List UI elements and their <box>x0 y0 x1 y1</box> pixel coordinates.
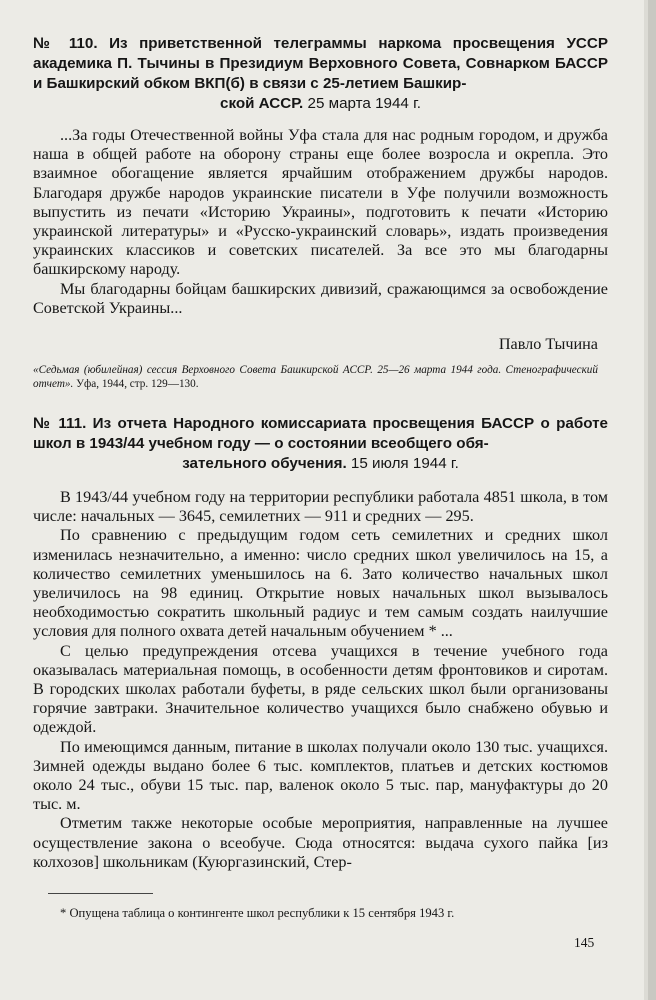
doc111-paragraph-2: По сравнению с предыдущим годом сеть семилетних и средних школ изменилась незначительно, а именно: число средних школ увеличилось на 15, а количество семилетних уменьшилось на 6. Зато количество начальных школ увеличилось на 98 единиц. Открытие новых начальных школ вызывалось необходимостью сократить школьный радиус и тем самым создать наилучшие условия для полного охвата детей начальным обучением * ... <box>33 526 608 641</box>
doc110-body <box>33 126 608 318</box>
page-number: 145 <box>574 935 595 950</box>
doc111-paragraph-5: Отметим также некоторые особые мероприятия, направленные на лучшее осуществление закона о всеобуче. Сюда относятся: выдача сухого пайка [из колхозов] школьникам (Куюргазинский, Стер- <box>33 814 608 871</box>
doc110-source-title: «Седьмая (юбилейная) сессия Верховного Совета Башкирской АССР. 25—26 марта 1944 года. Стенографический отчет». <box>33 364 598 390</box>
doc111-heading <box>33 414 608 474</box>
doc110-paragraph-2: Мы благодарны бойцам башкирских дивизий, сражающимся за освобождение Советской Украины... <box>33 279 608 317</box>
doc110-source <box>33 363 598 391</box>
page-edge <box>648 0 656 1000</box>
doc110-heading-text: № 110. Из приветственной телеграммы наркома просвещения УССР академика П. Тычины в Президиум Верховного Совета, Совнарком БАССР и Башкирский обком ВКП(б) в связи с 25-летием Башкир- <box>33 35 608 92</box>
doc110-date: 25 марта 1944 г. <box>307 95 421 112</box>
doc110-heading <box>33 34 608 114</box>
doc110-signature: Павло Тычина <box>498 335 598 353</box>
doc111-heading-end: зательного обучения. <box>182 455 347 472</box>
doc111-heading-text: № 111. Из отчета Народного комиссариата просвещения БАССР о работе школ в 1943/44 учебном году — о состоянии всеобщего обя- <box>33 415 608 452</box>
doc111-date: 15 июля 1944 г. <box>350 455 459 472</box>
doc110-heading-last-line <box>33 94 608 114</box>
doc111-paragraph-3: С целью предупреждения отсева учащихся в течение учебного года оказывалась материальная помощь, в особенности детям фронтовиков и сиротам. В городских школах работали буфеты, в ряде сельских школ были организованы горячие завтраки. Значительное количество учащихся было снабжено обувью и одеждой. <box>33 641 608 737</box>
doc110-paragraph-1: ...За годы Отечественной войны Уфа стала для нас родным городом, и дружба наша в общей работе на оборону страны еще более возросла и окрепла. Это взаимное обогащение является ярчайшим отображением дружбы народов. Благодаря дружбе народов украинские писатели в Уфе получили возможность выпустить из печати «Историю Украины», подготовить к печати «Историю украинской литературы» и «Русско-украинский словарь», издать произведения украинских классиков и советских писателей. За все это мы благодарны башкирскому народу. <box>33 126 608 279</box>
doc111-body <box>33 488 608 872</box>
doc110-source-imprint: Уфа, 1944, стр. 129—130. <box>76 378 199 390</box>
doc111-paragraph-1: В 1943/44 учебном году на территории республики работала 4851 школа, в том числе: начальных — 3645, семилетних — 911 и средних — 295. <box>33 488 608 526</box>
doc111-paragraph-4: По имеющимся данным, питание в школах получали около 130 тыс. учащихся. Зимней одежды выдано более 6 тыс. комплектов, платьев и детских костюмов около 24 тыс., обуви 15 тыс. пар, валенок около 5 тыс. пар, мануфактуры до 20 тыс. м. <box>33 737 608 814</box>
doc111-heading-last-line <box>33 454 608 474</box>
doc111-footnote: * Опущена таблица о контингенте школ республики к 15 сентября 1943 г. <box>60 906 455 920</box>
footnote-divider <box>48 893 153 894</box>
doc110-heading-end: ской АССР. <box>220 95 304 112</box>
